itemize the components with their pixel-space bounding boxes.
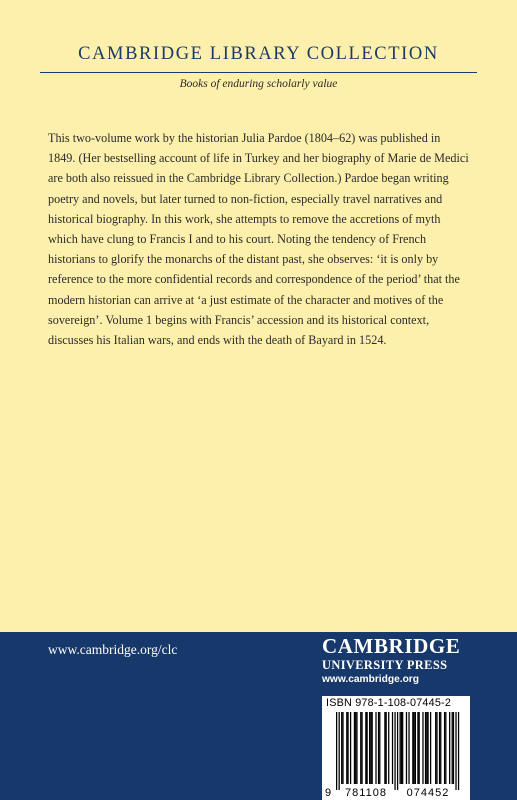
barcode-bar	[430, 712, 431, 784]
barcode-graphic	[322, 696, 470, 800]
barcode-bar	[439, 712, 440, 784]
barcode-bar	[452, 712, 453, 784]
barcode-bar	[415, 712, 416, 784]
barcode-bar	[449, 712, 450, 784]
barcode-digits-right: 074452	[406, 787, 450, 799]
barcode-bar	[427, 712, 428, 784]
barcode-bar	[336, 712, 337, 790]
publisher-url[interactable]: www.cambridge.org	[322, 674, 419, 685]
barcode-bar	[402, 712, 403, 784]
barcode-bar	[453, 712, 454, 784]
barcode-bar	[401, 712, 402, 784]
barcode-bar	[458, 712, 459, 790]
barcode-bar	[341, 712, 342, 784]
barcode-bar	[360, 712, 361, 784]
barcode-bar	[347, 712, 348, 784]
series-tagline: Books of enduring scholarly value	[179, 78, 338, 90]
barcode-bar	[400, 712, 401, 784]
barcode-bar	[365, 712, 366, 784]
barcode-bar	[408, 712, 409, 784]
barcode-bar	[440, 712, 441, 784]
barcode-bar	[394, 712, 395, 790]
isbn-label: ISBN 978-1-108-07445-2	[326, 697, 452, 709]
barcode-bar	[417, 712, 418, 784]
barcode-bar	[370, 712, 371, 784]
barcode-bar	[422, 712, 423, 784]
series-divider	[40, 72, 477, 73]
barcode-bar	[455, 712, 456, 790]
barcode-bar	[339, 712, 340, 790]
barcode-bar	[397, 712, 398, 790]
barcode-bar	[444, 712, 445, 784]
barcode-bar	[436, 712, 437, 784]
series-title: CAMBRIDGE LIBRARY COLLECTION	[78, 44, 439, 64]
publisher-name: CAMBRIDGE	[322, 634, 461, 658]
barcode-digits-left: 781108	[345, 787, 387, 799]
isbn-barcode	[322, 696, 470, 800]
barcode-bar	[435, 712, 436, 784]
barcode-bar	[375, 712, 376, 784]
barcode-bar	[372, 712, 373, 784]
barcode-bar	[366, 712, 367, 784]
barcode-bar	[361, 712, 362, 784]
publisher-press: UNIVERSITY PRESS	[322, 658, 448, 672]
book-description: This two-volume work by the historian Julia Pardoe (1804–62) was published in 1849. (Her bestselling account of life in Turkey and her biography of Marie de Medici are both also reissued in the Cambridge Library Collection.) Pardoe began writing poetry and novels, but later turned to non-fiction, especially travel narratives and historical biography. In this work, she attempts to remove the accretions of myth which have clung to Francis I and to his court. Noting the tendency of French historians to glorify the monarchs of the distant past, she observes: ‘it is only by reference to the more confidential records and correspondence of the period’ that the modern historian can arrive at ‘a just estimate of the character and motives of the sovereign’. Volume 1 begins with Francis’ accession and its historical context, discusses his Italian wars, and ends with the death of Bayard in 1524.	[48, 131, 469, 348]
barcode-bar	[412, 712, 413, 784]
barcode-bar	[392, 712, 393, 784]
barcode-bar	[413, 712, 414, 784]
barcode-bar	[425, 712, 426, 784]
barcode-bar	[406, 712, 407, 784]
barcode-bar	[369, 712, 370, 784]
barcode-bar	[386, 712, 387, 784]
barcode-digit-lead: 9	[325, 787, 332, 799]
barcode-bar	[426, 712, 427, 784]
footer-band	[0, 632, 517, 800]
barcode-bar	[342, 712, 343, 784]
barcode-bar	[356, 712, 357, 784]
barcode-bar	[346, 712, 347, 784]
barcode-bar	[419, 712, 420, 784]
barcode-bar	[355, 712, 356, 784]
collection-url[interactable]: www.cambridge.org/clc	[48, 642, 178, 657]
barcode-bar	[388, 712, 389, 784]
barcode-bar	[445, 712, 446, 784]
publisher-logo	[322, 634, 472, 687]
barcode-bar	[384, 712, 385, 784]
barcode-bar	[379, 712, 380, 784]
barcode-bar	[378, 712, 379, 784]
barcode-bar	[350, 712, 351, 784]
barcode-bar	[354, 712, 355, 784]
